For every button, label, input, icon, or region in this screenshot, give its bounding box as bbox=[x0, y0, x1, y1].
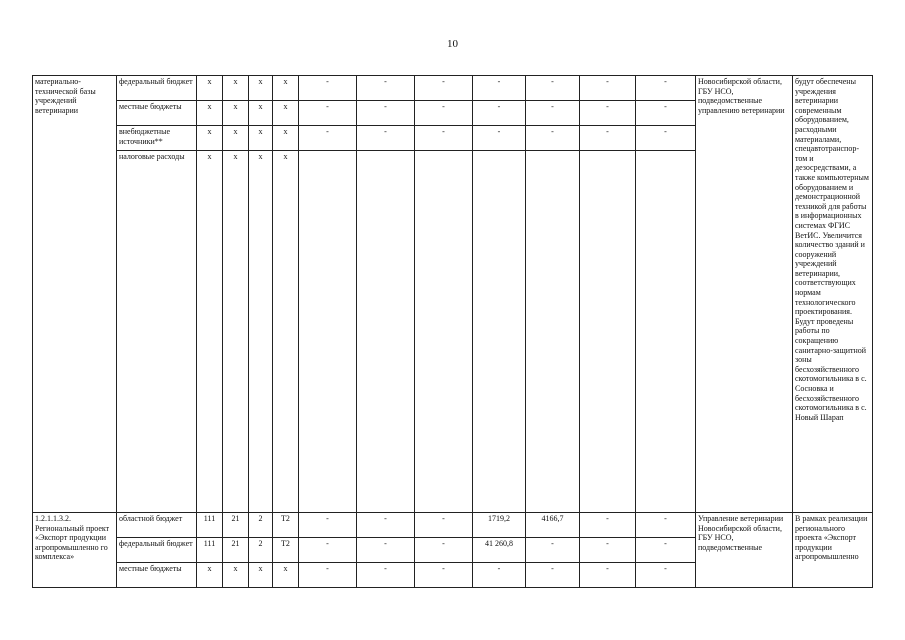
executor-cell: Новосибирской области, ГБУ НСО, подведомственные управлению ветеринарии bbox=[696, 76, 793, 513]
result-cell: В рамках реализации регионального проекта «Экспорт продукции агропромышленно bbox=[793, 513, 873, 588]
funding-source-cell: областной бюджет bbox=[117, 513, 197, 538]
measure-name-cell: 1.2.1.1.3.2. Региональный проект «Экспорт продукции агропромышленно го комплекса» bbox=[33, 513, 117, 588]
funding-source-cell: федеральный бюджет bbox=[117, 538, 197, 563]
funding-source-cell: налоговые расходы bbox=[117, 151, 197, 513]
table-row: налоговые расходы x x x x bbox=[33, 151, 873, 513]
funding-source-cell: внебюджетные источники** bbox=[117, 126, 197, 151]
funding-source-cell: местные бюджеты bbox=[117, 563, 197, 588]
budget-table bbox=[32, 75, 873, 588]
measure-name-cell: материально-технической базы учреждений ветеринарии bbox=[33, 76, 117, 513]
table-row: внебюджетные источники** x x x x - - - - - - - bbox=[33, 126, 873, 151]
page-number: 10 bbox=[447, 38, 458, 50]
table-row: материально-технической базы учреждений ветеринарии федеральный бюджет x x x x - - - - - - - Новосибирской области, ГБУ НСО, подведомственные управлению ветеринарии будут обеспечены учреждения ветеринарии современным оборудованием, расходными материалами, спецавтотранспор-том и дезосредствами, а также компьютерным оборудованием и демонстрационной техникой для работы в информационных системах ФГИС ВетИС. Увеличится количество зданий и сооружений учреждений ветеринарии, соответствующих нормам технологического проектирования. Будут проведены работы по сокращению санитарно-защитной зоны бесхозяйственного скотомогильника в с. Сосновка и бесхозяйственного скотомогильника в с. Новый Шарап bbox=[33, 76, 873, 101]
funding-source-cell: местные бюджеты bbox=[117, 101, 197, 126]
table-row: местные бюджеты x x x x - - - - - - - bbox=[33, 563, 873, 588]
result-cell: будут обеспечены учреждения ветеринарии современным оборудованием, расходными материалами, спецавтотранспор-том и дезосредствами, а также компьютерным оборудованием и демонстрационной техникой для работы в информационных системах ФГИС ВетИС. Увеличится количество зданий и сооружений учреждений ветеринарии, соответствующих нормам технологического проектирования. Будут проведены работы по сокращению санитарно-защитной зоны бесхозяйственного скотомогильника в с. Сосновка и бесхозяйственного скотомогильника в с. Новый Шарап bbox=[793, 76, 873, 513]
executor-cell: Управление ветеринарии Новосибирской области, ГБУ НСО, подведомственные bbox=[696, 513, 793, 588]
table-row: местные бюджеты x x x x - - - - - - - bbox=[33, 101, 873, 126]
funding-source-cell: федеральный бюджет bbox=[117, 76, 197, 101]
table-row: 1.2.1.1.3.2. Региональный проект «Экспорт продукции агропромышленно го комплекса» областной бюджет 111 21 2 T2 - - - 1719,2 4166,7 - - Управление ветеринарии Новосибирской области, ГБУ НСО, подведомственные В рамках реализации регионального проекта «Экспорт продукции агропромышленно bbox=[33, 513, 873, 538]
table-row: федеральный бюджет 111 21 2 T2 - - - 41 260,8 - - - bbox=[33, 538, 873, 563]
